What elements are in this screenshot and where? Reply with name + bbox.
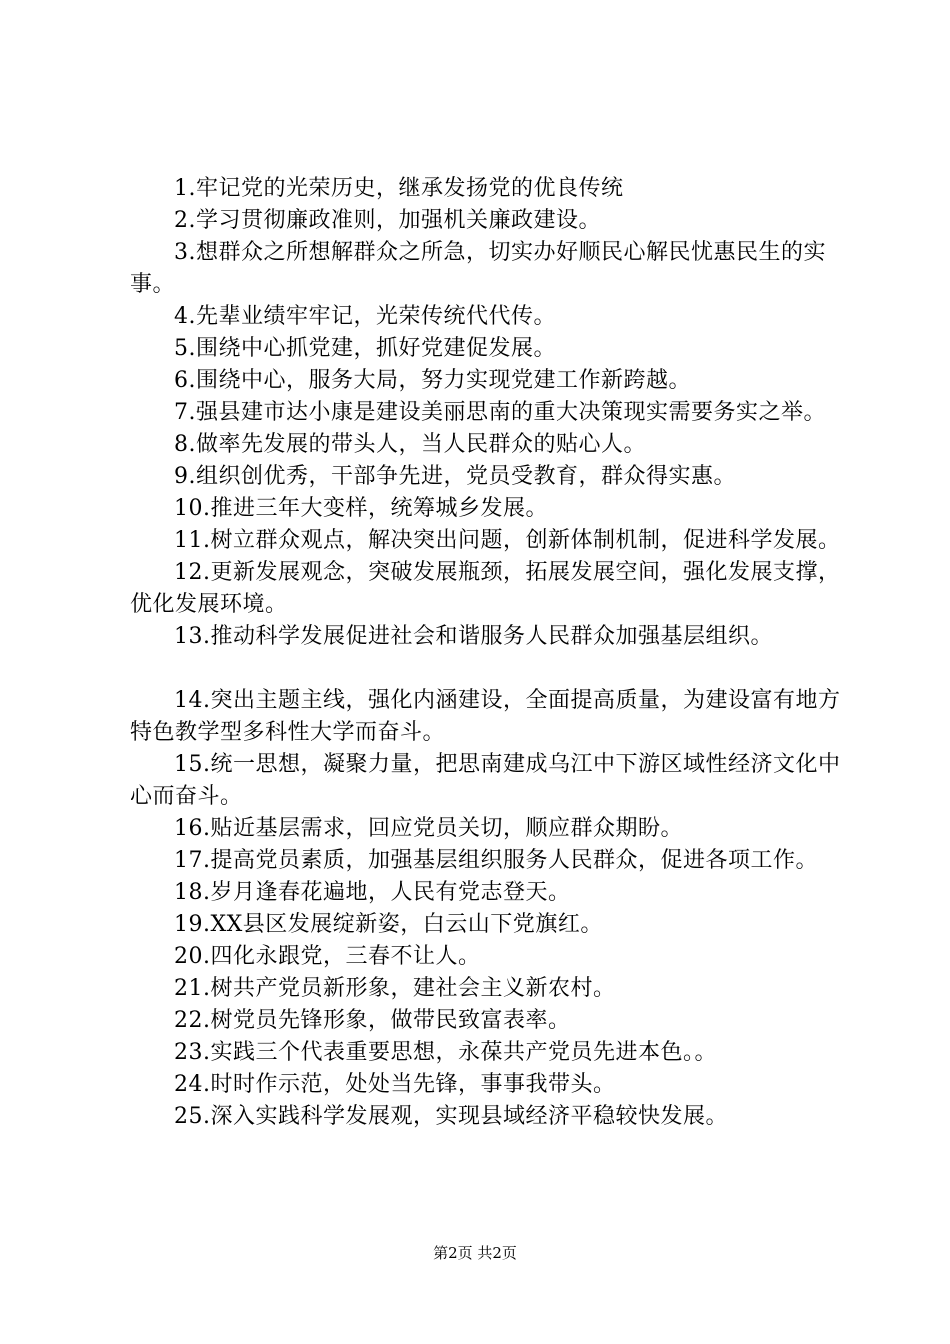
list-item: 11.树立群众观点，解决突出问题，创新体制机制，促进科学发展。	[174, 528, 841, 553]
slogan-list	[130, 173, 850, 1133]
list-item: 24.时时作示范，处处当先锋，事事我带头。	[174, 1072, 616, 1097]
list-item: 2.学习贯彻廉政准则，加强机关廉政建设。	[174, 208, 601, 233]
list-item: 23.实践三个代表重要思想，永葆共产党员先进本色。。	[174, 1040, 717, 1065]
list-item: 19.XX县区发展绽新姿，白云山下党旗红。	[174, 912, 603, 937]
list-item: 22.树党员先锋形象，做带民致富表率。	[174, 1008, 571, 1033]
list-item: 12.更新发展观念，突破发展瓶颈，拓展发展空间，强化发展支撑，优化发展环境。	[130, 560, 841, 617]
list-item: 18.岁月逢春花遍地，人民有党志登天。	[174, 880, 571, 905]
list-item: 5.围绕中心抓党建，抓好党建促发展。	[174, 336, 556, 361]
list-item: 9.组织创优秀，干部争先进，党员受教育，群众得实惠。	[174, 464, 736, 489]
list-item: 21.树共产党员新形象，建社会主义新农村。	[174, 976, 616, 1001]
list-item: 25.深入实践科学发展观，实现县域经济平稳较快发展。	[174, 1104, 728, 1129]
list-item: 1.牢记党的光荣历史，继承发扬党的优良传统	[174, 176, 624, 201]
list-item: 3.想群众之所想解群众之所急，切实办好顺民心解民忧惠民生的实事。	[130, 240, 826, 297]
list-item: 16.贴近基层需求，回应党员关切，顺应群众期盼。	[174, 816, 683, 841]
list-item: 15.统一思想，凝聚力量，把思南建成乌江中下游区域性经济文化中心而奋斗。	[130, 752, 841, 809]
list-item: 7.强县建市达小康是建设美丽思南的重大决策现实需要务实之举。	[174, 400, 826, 425]
page-number-footer: 第2页 共2页	[433, 1244, 517, 1262]
list-item: 20.四化永跟党，三春不让人。	[174, 944, 481, 969]
list-item: 6.围绕中心，服务大局，努力实现党建工作新跨越。	[174, 368, 691, 393]
list-item: 10.推进三年大变样，统筹城乡发展。	[174, 496, 548, 521]
list-item: 17.提高党员素质，加强基层组织服务人民群众，促进各项工作。	[174, 848, 818, 873]
list-item: 13.推动科学发展促进社会和谐服务人民群众加强基层组织。	[174, 624, 773, 649]
list-item: 4.先辈业绩牢牢记，光荣传统代代传。	[174, 304, 556, 329]
list-item: 14.突出主题主线，强化内涵建设，全面提高质量，为建设富有地方特色教学型多科性大学而奋斗。	[130, 688, 841, 745]
list-item: 8.做率先发展的带头人，当人民群众的贴心人。	[174, 432, 646, 457]
